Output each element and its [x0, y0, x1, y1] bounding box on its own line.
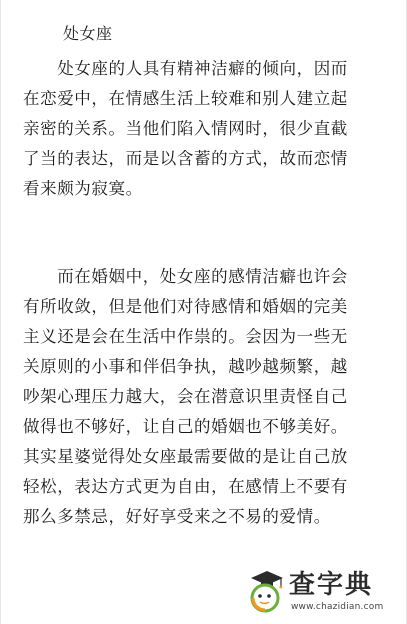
paragraph-line: 亲密的关系。当他们陷入情网时，很少直截: [23, 119, 348, 138]
paragraph-line: 处女座的人具有精神洁癖的倾向，因而: [23, 59, 348, 78]
watermark-name: 查字典: [289, 570, 374, 600]
paragraph-line: 做得也不够好，让自己的婚姻也不够美好。: [23, 417, 348, 436]
paragraph-1: [23, 54, 395, 204]
paragraph-line: 主义还是会在生活中作祟的。会因为一些无: [23, 327, 348, 346]
paragraph-line: 看来颇为寂寞。: [23, 179, 143, 198]
paragraph-line: 而在婚姻中，处女座的感情洁癖也许会: [23, 267, 348, 286]
paragraph-line: 那么多禁忌，好好享受来之不易的爱情。: [23, 507, 331, 526]
paragraph-line: 有所收敛，但是他们对待感情和婚姻的完美: [23, 297, 348, 316]
paragraph-2: [23, 262, 395, 532]
article-title: 处女座: [63, 24, 113, 43]
watermark-logo: [237, 564, 397, 620]
paragraph-line: 吵架心理压力越大，会在潜意识里责怪自己: [23, 387, 348, 406]
paragraph-line: 在恋爱中，在情感生活上较难和别人建立起: [23, 89, 348, 108]
paragraph-line: 了当的表达，而是以含蓄的方式，故而恋情: [23, 149, 348, 168]
paragraph-line: 关原则的小事和伴侣争执，越吵越频繁，越: [23, 357, 348, 376]
mascot-logo-icon: [237, 564, 291, 618]
paragraph-line: 其实星婆觉得处女座最需要做的是让自己放: [23, 447, 348, 466]
paragraph-line: 轻松，表达方式更为自由，在感情上不要有: [23, 477, 348, 496]
watermark-url: www.chazidian.com: [291, 602, 384, 612]
